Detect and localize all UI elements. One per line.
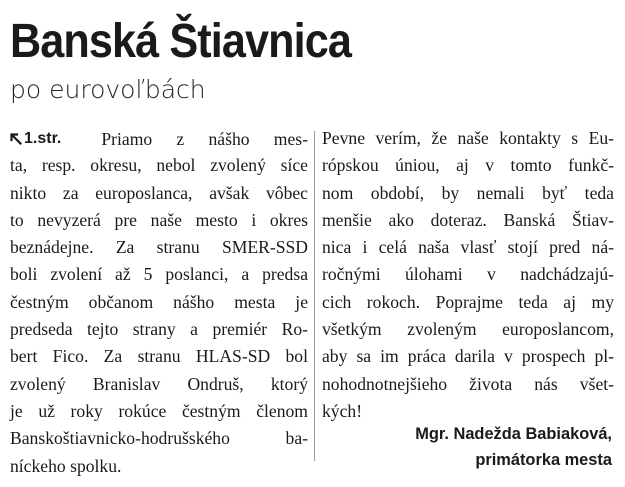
paragraph-line: boli zvolení až 5 poslanci, a predsa — [10, 264, 308, 285]
paragraph-line: níckeho spolku. — [10, 455, 122, 476]
paragraph-line: beznádejne. Za stranu SMER-SSD — [10, 237, 308, 258]
paragraph-line: čestným občanom nášho mesta je — [10, 291, 308, 312]
left-column — [10, 125, 308, 480]
paragraph-line: cich rokoch. Poprajme teda aj my — [322, 291, 614, 312]
continuation-reference-label: 1.str. — [24, 130, 62, 147]
paragraph-line: menšie ako doteraz. Banská Štiav- — [322, 209, 614, 230]
paragraph-line: kých! — [322, 400, 363, 421]
paragraph-line: nohodnotnejšieho života nás všet- — [322, 373, 614, 394]
paragraph-line: predseda tejto strany a premiér Ro- — [10, 319, 308, 340]
signature — [415, 421, 612, 473]
paragraph-line: rópskou úniou, aj v tomto funkč- — [322, 155, 614, 176]
arrow-up-left-icon — [10, 133, 22, 145]
left-column-first-line — [10, 125, 308, 152]
paragraph-line: ta, resp. okresu, nebol zvolený síce — [10, 155, 308, 176]
paragraph-line: všetkým zvoleným europoslancom, — [322, 319, 614, 340]
paragraph-line: to nevyzerá pre naše mesto i okres — [10, 209, 308, 230]
paragraph-line: nom období, by nemali byť teda — [322, 182, 614, 203]
paragraph-line: aby sa im práca darila v prospech pl- — [322, 346, 614, 367]
paragraph-line: nica i celá naša vlasť stojí pred ná- — [322, 237, 614, 258]
paragraph-line: Priamo z nášho mes- — [101, 128, 308, 149]
paragraph-line: Pevne verím, že naše kontakty s Eu- — [322, 128, 614, 148]
paragraph-line: ročnými úlohami v nadchádzajú- — [322, 264, 614, 285]
signature-name: Mgr. Nadežda Babiaková, — [415, 425, 612, 443]
paragraph-line: zvolený Branislav Ondruš, ktorý — [10, 373, 308, 394]
headline: Banská Štiavnica — [10, 15, 351, 68]
continuation-reference[interactable] — [10, 125, 61, 152]
subheadline: po eurovoľbách — [10, 75, 206, 104]
paragraph-line: nikto za europoslanca, avšak vôbec — [10, 182, 308, 203]
paragraph-line: je už roky rokúce čestným členom — [10, 400, 308, 421]
paragraph-line: bert Fico. Za stranu HLAS-SD bol — [10, 346, 308, 367]
paragraph-line: Banskoštiavnicko-hodrušského ba- — [10, 428, 308, 449]
signature-role: primátorka mesta — [475, 451, 612, 469]
right-column — [322, 125, 614, 425]
column-divider — [314, 131, 315, 461]
